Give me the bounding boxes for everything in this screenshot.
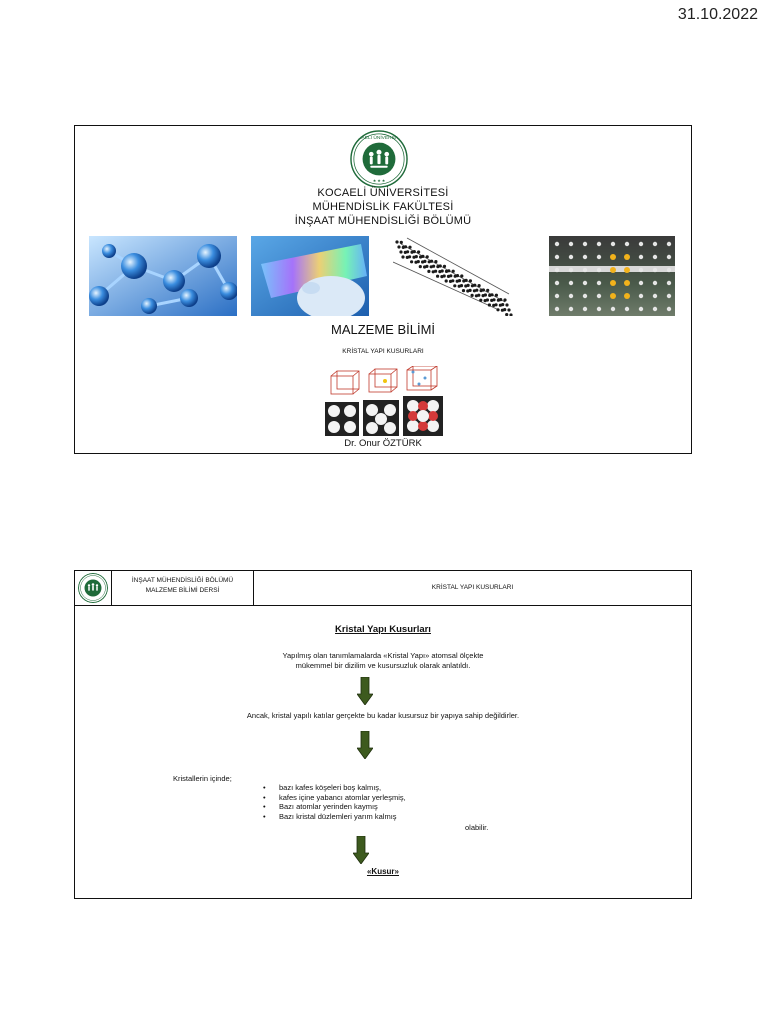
defect-list (263, 783, 406, 821)
down-arrow-icon (357, 677, 373, 705)
department-name: İNŞAAT MÜHENDİSLİĞİ BÖLÜMÜ (294, 215, 472, 227)
list-item: • bazı kafes köşeleri boş kalmış, (263, 783, 406, 793)
slide-header (75, 571, 691, 606)
molecules-image (89, 236, 237, 316)
course-title: MALZEME BİLİMİ (330, 322, 436, 337)
trailing-verb: olabilir. (465, 823, 489, 832)
wafer-hand-image (251, 236, 369, 316)
nanotube-image (393, 236, 513, 316)
list-item: • Bazı kristal düzlemleri yarım kalmış (263, 812, 406, 822)
slide-subtitle: KRİSTAL YAPI KUSURLARI (342, 348, 424, 355)
university-logo-icon (350, 130, 408, 188)
content-slide (74, 570, 692, 899)
author-name: Dr. Onur ÖZTÜRK (344, 438, 422, 449)
slide-title: Kristal Yapı Kusurları (335, 624, 431, 635)
university-name: KOCAELİ ÜNİVERSİTESİ (317, 187, 449, 199)
unit-cells-illustration (325, 366, 445, 436)
page-date: 31.10.2022 (677, 6, 758, 23)
svg-text:★ ★ ★: ★ ★ ★ (372, 179, 386, 184)
crystals-intro: Kristallerin içinde; (173, 774, 232, 783)
down-arrow-icon (357, 731, 373, 759)
conclusion-term: «Kusur» (366, 867, 399, 876)
header-department: İNŞAAT MÜHENDİSLİĞİ BÖLÜMÜ (131, 577, 234, 584)
list-item: • Bazı atomlar yerinden kaymış (263, 802, 406, 812)
intro-line-1: Yapılmış olan tanımlamalarda «Kristal Yapı» atomsal ölçekte (282, 651, 484, 660)
down-arrow-icon (353, 836, 369, 864)
faculty-name: MÜHENDİSLİK FAKÜLTESİ (312, 201, 454, 213)
reality-statement: Ancak, kristal yapılı katılar gerçekte bu kadar kusursuz bir yapıya sahip değildirler. (246, 711, 520, 720)
logo-lettering: KOCAELİ ÜNİVERSİTESİ (351, 136, 407, 142)
lattice-model-image (549, 236, 675, 316)
university-logo-icon (78, 573, 108, 603)
header-course: MALZEME BİLİMİ DERSİ (145, 587, 220, 594)
title-slide (74, 125, 692, 454)
intro-line-2: mükemmel bir dizilim ve kusursuzluk olarak anlatıldı. (295, 661, 471, 670)
list-item: • kafes içine yabancı atomlar yerleşmiş, (263, 793, 406, 803)
header-topic: KRİSTAL YAPI KUSURLARI (431, 584, 514, 591)
